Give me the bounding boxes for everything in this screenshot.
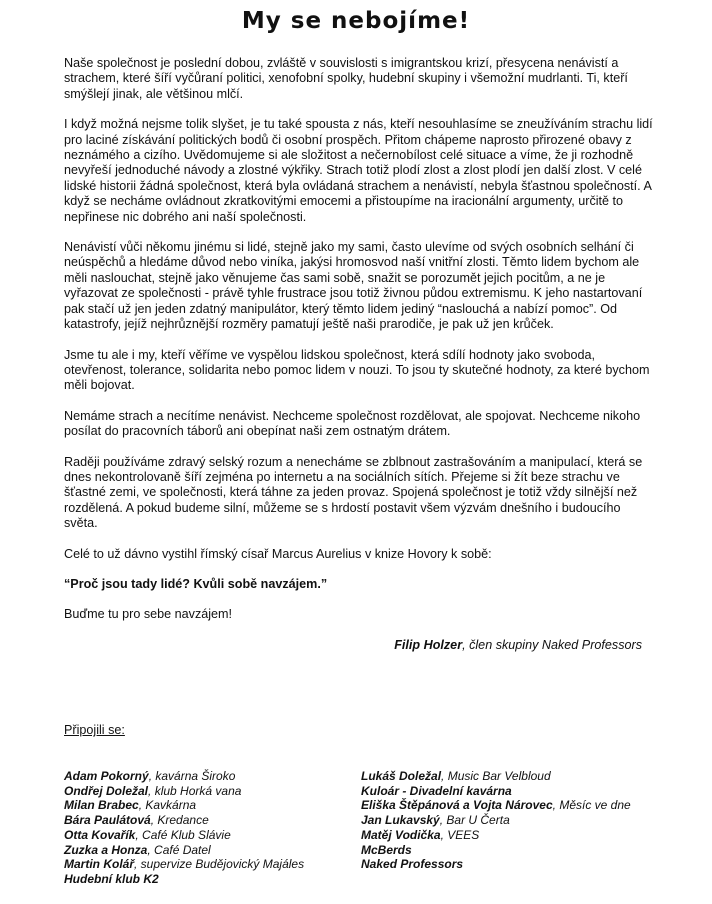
paragraph-4: Jsme tu ale i my, kteří věříme ve vyspělou lidskou společnost, která sdílí hodnoty jako svoboda, otevřenost, tolerance, solidarita nebo pomoc lidem v nouzi. To jsou ty skutečné hodnoty, za které bychom měli bojovat. [64,347,650,393]
supporter-item: Naked Professors [361,857,464,872]
supporter-item: Jan Lukavský, Bar U Čerta [361,813,510,828]
supporter-item: McBerds [361,842,412,857]
closing-line: Buďme tu pro sebe navzájem! [64,607,233,622]
supporter-item: Otta Kovařík, Café Klub Slávie [64,827,231,842]
paragraph-5: Nemáme strach a necítíme nenávist. Nechceme společnost rozdělovat, ale spojovat. Nechceme nikoho posílat do pracovních táborů ani obepínat naši zem ostnatým drátem. [64,408,641,439]
supporters-left-column [64,769,354,887]
paragraph-1: Naše společnost je poslední dobou, zvláště v souvislosti s imigrantskou krizí, přesycena nenávistí a strachem, které šíří vyčůraní politici, xenofobní spolky, hudební skupiny i všemožní mudrlanti. Ti, kteří smýšlejí jinak, ale většinou mlčí. [64,56,628,101]
joined-heading: Připojili se: [64,723,125,737]
supporter-item: Adam Pokorný, kavárna Široko [64,769,236,783]
paragraph-3: Nenávistí vůči někomu jinému si lidé, stejně jako my sami, často ulevíme od svých osobních selhání či neúspěchů a hledáme důvod nebo viníka, jakýsi hromosvod naší vnitřní zlosti. Těmto lidem bychom ale měli naslouchat, stejně jako věnujeme čas sami sobě, snažit se porozumět jejich pocitům, a ne je vyřazovat ze společnosti - právě tyhle frustrace jsou totiž živnou půdou extremismu. K jeho nastartovaní pak stačí už jen jeden zdatný manipulátor, který těmto lidem jediný “naslouchá a nabízí pomoc”. Od katastrofy, jejíž nejhrůznější rozměry pamatují ještě naši prarodiče, je pak už jen krůček. [64,240,643,332]
paragraph-7: Celé to už dávno vystihl římský císař Marcus Aurelius v knize Hovory k sobě: [64,546,492,561]
signature-name: Filip Holzer [394,637,463,652]
supporter-item: Zuzka a Honza, Café Datel [64,842,211,857]
supporters-right-column [361,769,651,872]
manifesto-body [64,56,654,668]
page-title: My se nebojíme! [241,8,471,34]
supporter-item: Lukáš Doležal, Music Bar Velbloud [361,769,551,783]
supporter-item: Bára Paulátová, Kredance [64,813,209,828]
signature-role: , člen skupiny Naked Professors [462,637,642,652]
supporter-item: Martin Kolář, supervize Budějovický Majáles [64,857,305,872]
supporter-item: Matěj Vodička, VEES [361,827,480,842]
supporter-item: Ondřej Doležal, klub Horká vana [64,783,242,798]
supporter-item: Hudební klub K2 [64,871,159,886]
supporter-item: Kuloár - Divadelní kavárna [361,783,512,798]
supporter-item: Eliška Štěpánová a Vojta Nárovec, Měsíc ve dne [361,798,631,813]
supporter-item: Milan Brabec, Kavkárna [64,798,197,813]
paragraph-6: Raději používáme zdravý selský rozum a nenecháme se zblbnout zastrašováním a manipulací, která se dnes nekontrolovaně šíří zejména po internetu a na sociálních sítích. Přejeme si žít beze strachu ve šťastné zemi, ve společnosti, která táhne za jeden provaz. Spojená společnost je totiž vždy silnější než rozdělená. A pokud budeme silní, můžeme se s hrdostí postavit všem výzvám dnešního i budoucího světa. [64,454,643,531]
paragraph-2: I když možná nejsme tolik slyšet, je tu také spousta z nás, kteří nesouhlasíme se zneužíváním strachu lidí pro laciné získávání politických bodů či osobní prospěch. Přitom chápeme naprosto přirozené obavy z neznámého a cizího. Uvědomujeme si ale složitost a nečernobílost celé situace a víme, že ji rozhodně nevyřeší jednoduché návody a zlostné výkřiky. Strach totiž plodí zlost a zlost plodí jen další zlost. V celé lidské historii žádná společnost, která byla ovládaná strachem a nenávistí, nebyla šťastnou společností. A když se necháme ovládnout zkratkovitými emocemi a přistoupíme na iracionální argumenty, určitě to nepřinese nic dobrého ani naší společnosti. [64,117,653,224]
signature [64,638,654,653]
marcus-aurelius-quote: “Proč jsou tady lidé? Kvůli sobě navzájem.” [64,576,328,591]
